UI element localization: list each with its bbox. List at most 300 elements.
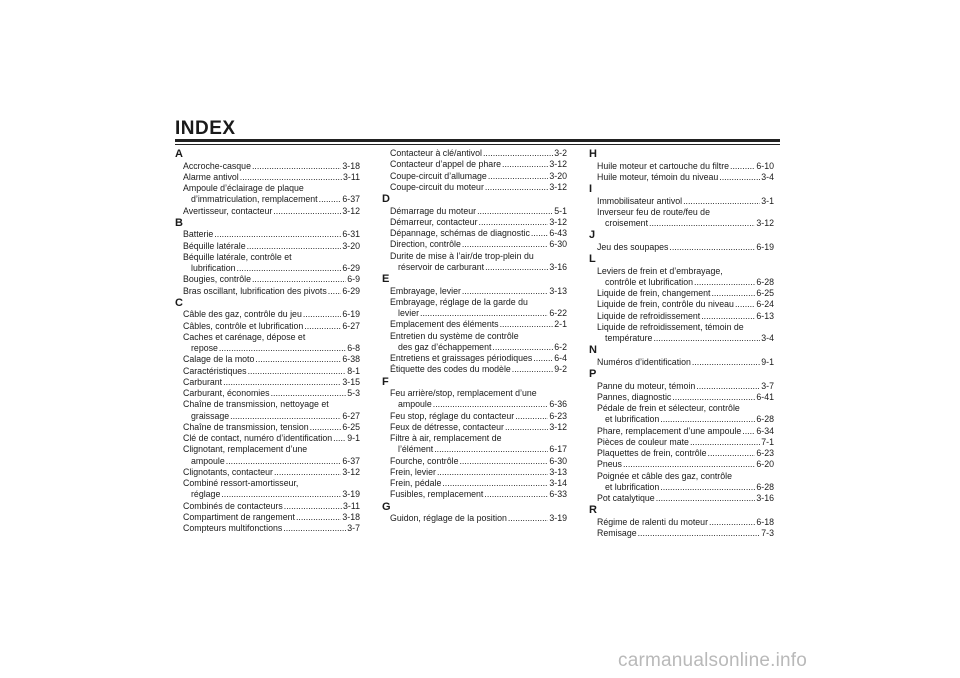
index-page-number: 6-30: [549, 239, 567, 250]
index-page-number: 3-12: [342, 205, 360, 216]
index-page-number: 6-23: [756, 448, 774, 458]
index-entry: [589, 392, 774, 403]
dot-leader: [333, 433, 346, 444]
index-entry-text: Panne du moteur, témoin: [597, 380, 696, 391]
index-entry-text: Combinés de contacteurs: [183, 500, 283, 511]
dot-leader: [672, 392, 755, 403]
dot-leader: [310, 422, 342, 433]
index-page-number: 6-10: [756, 160, 774, 171]
dot-leader: [230, 411, 341, 422]
index-page-number: 6-19: [342, 309, 360, 320]
index-entry: [382, 148, 567, 159]
index-entry: [382, 182, 567, 193]
index-page-number: 6-22: [549, 308, 567, 318]
dot-leader: [296, 512, 341, 523]
index-entry: [175, 161, 360, 172]
index-entry: [382, 513, 567, 524]
index-entry-text: Huile moteur et cartouche du filtre: [597, 160, 730, 171]
dot-leader: [683, 196, 760, 207]
index-page-number: 3-13: [549, 285, 567, 296]
dot-leader: [508, 513, 549, 524]
index-page-number: 6-33: [549, 489, 567, 500]
index-entry-text: Feu stop, réglage du contacteur: [390, 410, 515, 421]
index-entry: [175, 501, 360, 512]
index-entry-text: Numéros d’identification: [597, 356, 691, 367]
dot-leader: [462, 286, 548, 297]
index-entry: [175, 467, 360, 478]
dot-leader: [653, 333, 760, 344]
index-entry-text: Béquille latérale: [183, 240, 246, 251]
index-letter-heading: N: [589, 344, 597, 357]
index-entry-text: Alarme antivol: [183, 171, 239, 182]
index-entry-text: Carburant, économies: [183, 388, 270, 398]
index-page-number: 3-1: [761, 195, 774, 206]
dot-leader: [434, 444, 548, 455]
index-page-number: 3-4: [761, 333, 774, 343]
index-entry-text: graissage: [191, 410, 230, 421]
index-page-number: 6-9: [347, 274, 360, 285]
dot-leader: [708, 448, 756, 459]
index-entry: [589, 161, 774, 172]
index-letter-heading: A: [175, 148, 183, 160]
index-entry-line: Inverseur feu de route/feu de: [597, 206, 710, 217]
index-page-number: 7-3: [761, 528, 774, 538]
index-entry: [382, 411, 567, 422]
index-entry-text: Liquide de frein, changement: [597, 288, 711, 298]
index-entry: [175, 229, 360, 240]
index-entry: [589, 493, 774, 504]
index-page-number: 9-2: [554, 364, 567, 375]
dot-leader: [437, 467, 548, 478]
index-entry-text: température: [605, 333, 653, 343]
index-page-number: 6-18: [756, 516, 774, 527]
dot-leader: [284, 501, 342, 512]
dot-leader: [479, 217, 549, 228]
index-page-number: 8-1: [347, 365, 360, 376]
index-entry: [589, 459, 774, 470]
dot-leader: [459, 456, 548, 467]
index-entry: [175, 206, 360, 217]
index-entry-line: Liquide de refroidissement, témoin de: [597, 321, 744, 332]
index-entry-text: Chaîne de transmission, tension: [183, 421, 309, 432]
dot-leader: [660, 482, 755, 493]
index-entry-text: Étiquette des codes du modèle: [390, 364, 511, 375]
dot-leader: [462, 239, 548, 250]
index-entry: [382, 456, 567, 467]
index-entry-text: Démarreur, contacteur: [390, 216, 478, 227]
index-entry-text: Liquide de refroidissement: [597, 310, 701, 321]
index-entry-text: ampoule: [398, 399, 432, 410]
index-page-number: 3-7: [761, 380, 774, 391]
index-entry: [382, 308, 567, 319]
index-page-number: 6-19: [756, 241, 774, 252]
index-entry-text: Pannes, diagnostic: [597, 391, 672, 402]
index-entry-text: Frein, levier: [390, 466, 436, 477]
index-entry-text: Batterie: [183, 229, 214, 240]
index-letter-heading: B: [175, 216, 183, 229]
index-entry-text: Feux de détresse, contacteur: [390, 421, 504, 432]
dot-leader: [255, 354, 341, 365]
index-entry: [175, 309, 360, 320]
index-entry-text: Câble des gaz, contrôle du jeu: [183, 309, 302, 320]
index-entry-text: Liquide de frein, contrôle du niveau: [597, 299, 734, 310]
dot-leader: [500, 319, 554, 330]
index-page-number: 6-28: [756, 414, 774, 425]
index-entry: [589, 437, 774, 448]
dot-leader: [492, 342, 553, 353]
index-page-number: 6-24: [756, 299, 774, 310]
index-page-number: 3-15: [342, 376, 360, 387]
index-page-number: 3-18: [342, 511, 360, 522]
dot-leader: [623, 459, 755, 470]
index-page-number: 6-37: [342, 194, 360, 205]
index-entry: [382, 399, 567, 410]
index-entry-text: Pot catalytique: [597, 493, 655, 503]
index-entry: [382, 342, 567, 353]
index-page-number: 3-20: [342, 240, 360, 251]
dot-leader: [692, 357, 760, 368]
index-entry-text: Avertisseur, contacteur: [183, 205, 273, 216]
index-page-number: 6-4: [554, 353, 567, 363]
index-page-number: 6-29: [342, 263, 360, 273]
index-page-number: 3-12: [549, 181, 567, 192]
index-entry: [175, 241, 360, 252]
index-entry-text: Compteurs multifonctions: [183, 523, 283, 533]
index-entry-line: Caches et carénage, dépose et: [183, 331, 306, 342]
index-page-number: 6-25: [342, 421, 360, 432]
index-page-number: 3-12: [756, 218, 774, 228]
index-entry: [175, 523, 360, 534]
dot-leader: [442, 478, 548, 489]
index-page-number: 2-1: [554, 319, 567, 330]
index-entry-text: Calage de la moto: [183, 354, 255, 365]
dot-leader: [240, 172, 342, 183]
index-entry-text: levier: [398, 308, 420, 318]
index-entry: [382, 422, 567, 433]
index-entry-text: réglage: [191, 489, 221, 500]
index-column-3: [589, 148, 774, 539]
index-entry: [175, 343, 360, 354]
index-entry-text: Fourche, contrôle: [390, 455, 459, 466]
index-entry: [589, 357, 774, 368]
dot-leader: [237, 263, 342, 274]
dot-leader: [730, 161, 755, 172]
index-entry-text: Plaquettes de frein, contrôle: [597, 448, 707, 458]
index-column-1: [175, 148, 360, 534]
index-page-number: 3-12: [549, 216, 567, 227]
index-entry-line: Béquille latérale, contrôle et: [183, 251, 292, 262]
index-page-number: 3-16: [549, 261, 567, 272]
dot-leader: [669, 242, 755, 253]
index-entry: [175, 512, 360, 523]
index-page-number: 6-27: [342, 320, 360, 331]
index-page-number: 3-20: [549, 170, 567, 181]
dot-leader: [649, 218, 755, 229]
dot-leader: [485, 182, 549, 193]
index-letter-heading: H: [589, 148, 597, 160]
index-page-number: 3-12: [342, 466, 360, 477]
index-entry: [382, 478, 567, 489]
title-rule-thin: [175, 144, 780, 145]
index-entry-text: Huile moteur, témoin du niveau: [597, 171, 719, 182]
index-entry: [589, 196, 774, 207]
index-entry: [382, 444, 567, 455]
index-entry: [382, 467, 567, 478]
index-entry-text: Entretiens et graissages périodiques: [390, 353, 533, 363]
dot-leader: [502, 159, 548, 170]
index-entry-text: Fusibles, remplacement: [390, 489, 484, 500]
index-page-number: 6-13: [756, 310, 774, 321]
index-entry: [175, 354, 360, 365]
index-entry: [382, 319, 567, 330]
dot-leader: [219, 343, 346, 354]
index-letter-heading: P: [589, 368, 597, 380]
index-page-number: 3-12: [549, 159, 567, 170]
index-entry-line: Entretien du système de contrôle: [390, 330, 519, 341]
index-page-number: 6-38: [342, 354, 360, 365]
index-page-number: 7-1: [761, 436, 774, 447]
index-entry-text: Clé de contact, numéro d’identification: [183, 433, 333, 443]
index-entry: [175, 433, 360, 444]
index-column-2: [382, 148, 567, 524]
index-entry-text: Contacteur d’appel de phare: [390, 159, 502, 170]
index-letter-heading: D: [382, 193, 390, 205]
index-page-number: 6-29: [342, 285, 360, 296]
index-entry-text: l’élément: [398, 444, 434, 455]
index-page-number: 3-19: [342, 489, 360, 500]
index-entry: [175, 172, 360, 183]
index-page-number: 6-23: [549, 410, 567, 421]
index-page-number: 9-1: [761, 356, 774, 367]
index-page-number: 6-41: [756, 391, 774, 402]
index-entry: [589, 381, 774, 392]
index-entry-text: Direction, contrôle: [390, 239, 461, 250]
index-entry: [589, 299, 774, 310]
index-page-number: 5-3: [347, 388, 360, 398]
index-entry: [175, 422, 360, 433]
index-page-number: 3-18: [342, 160, 360, 171]
index-letter-heading: F: [382, 375, 389, 388]
index-entry-text: Régime de ralenti du moteur: [597, 516, 708, 527]
index-letter-heading: C: [175, 296, 183, 309]
index-page-number: 6-8: [347, 343, 360, 353]
index-entry-line: Feu arrière/stop, remplacement d’une: [390, 388, 537, 398]
dot-leader: [271, 388, 347, 399]
index-page-number: 6-20: [756, 459, 774, 470]
index-entry: [382, 262, 567, 273]
dot-leader: [735, 299, 755, 310]
index-entry-text: Jeu des soupapes: [597, 241, 669, 252]
dot-leader: [328, 286, 342, 297]
index-entry-text: Clignotants, contacteur: [183, 466, 273, 477]
index-entry: [175, 456, 360, 467]
dot-leader: [701, 311, 755, 322]
index-entry-text: Coupe-circuit du moteur: [390, 181, 484, 192]
index-entry-text: Câbles, contrôle et lubrification: [183, 320, 304, 331]
index-entry-line: Chaîne de transmission, nettoyage et: [183, 399, 329, 410]
index-entry-text: Frein, pédale: [390, 478, 442, 488]
index-page-number: 3-7: [347, 523, 360, 533]
dot-leader: [660, 414, 755, 425]
index-entry-text: Carburant: [183, 376, 223, 387]
index-entry-line: Ampoule d’éclairage de plaque: [183, 183, 304, 193]
index-entry-text: ampoule: [191, 455, 225, 466]
index-entry: [382, 217, 567, 228]
index-entry-text: des gaz d’échappement: [398, 341, 492, 352]
index-entry-line: Pédale de frein et sélecteur, contrôle: [597, 403, 740, 413]
index-page-number: 3-11: [343, 171, 360, 182]
dot-leader: [531, 228, 549, 239]
index-entry-text: Bougies, contrôle: [183, 274, 251, 285]
index-entry: [382, 364, 567, 375]
index-entry-text: Coupe-circuit d’allumage: [390, 170, 487, 181]
dot-leader: [638, 528, 761, 539]
index-entry-text: et lubrification: [605, 481, 660, 492]
page-title: INDEX: [175, 118, 236, 139]
index-page-number: 3-12: [549, 421, 567, 432]
index-entry: [175, 286, 360, 297]
index-entry: [589, 277, 774, 288]
index-entry: [589, 482, 774, 493]
index-page-number: 3-11: [343, 500, 360, 511]
index-entry: [382, 228, 567, 239]
index-page-number: 3-13: [549, 466, 567, 477]
index-entry-text: lubrification: [191, 263, 236, 273]
dot-leader: [248, 366, 347, 377]
dot-leader: [485, 262, 548, 273]
index-page-number: 6-27: [342, 410, 360, 421]
index-entry: [589, 218, 774, 229]
index-entry: [175, 411, 360, 422]
index-entry-line: Leviers de frein et d’embrayage,: [597, 265, 723, 276]
index-entry-text: Caractéristiques: [183, 365, 247, 376]
dot-leader: [223, 377, 341, 388]
dot-leader: [319, 194, 342, 205]
index-page-number: 3-19: [549, 513, 567, 523]
index-page-number: 6-37: [342, 455, 360, 466]
index-entry-text: Bras oscillant, lubrification des pivots: [183, 285, 327, 296]
index-letter-heading: E: [382, 273, 390, 285]
index-page-number: 6-31: [342, 229, 360, 240]
index-entry-text: Emplacement des éléments: [390, 319, 499, 330]
index-entry-line: Filtre à air, remplacement de: [390, 433, 502, 443]
dot-leader: [711, 288, 755, 299]
index-entry-text: Guidon, réglage de la position: [390, 513, 507, 523]
index-page-number: 6-25: [756, 288, 774, 298]
dot-leader: [656, 493, 756, 504]
index-entry: [175, 377, 360, 388]
index-entry: [382, 489, 567, 500]
index-entry: [175, 274, 360, 285]
dot-leader: [488, 171, 549, 182]
dot-leader: [512, 364, 553, 375]
index-entry: [175, 388, 360, 399]
index-entry: [589, 333, 774, 344]
dot-leader: [483, 148, 553, 159]
index-letter-heading: L: [589, 253, 596, 265]
index-entry-text: d’immatriculation, remplacement: [191, 194, 318, 205]
dot-leader: [719, 172, 760, 183]
index-entry: [175, 263, 360, 274]
index-entry: [589, 311, 774, 322]
index-entry: [589, 528, 774, 539]
dot-leader: [533, 353, 553, 364]
index-entry: [382, 159, 567, 170]
dot-leader: [283, 523, 346, 534]
title-rule-thick: [175, 139, 780, 142]
index-page-number: 6-43: [549, 228, 567, 238]
index-entry: [589, 172, 774, 183]
index-entry-text: Immobilisateur antivol: [597, 195, 683, 206]
index-entry: [382, 353, 567, 364]
index-entry-text: Embrayage, levier: [390, 285, 461, 296]
dot-leader: [247, 241, 342, 252]
index-entry: [589, 414, 774, 425]
index-entry-text: Pneus: [597, 459, 622, 470]
index-entry: [175, 194, 360, 205]
index-page-number: 6-36: [549, 399, 567, 410]
index-page-number: 3-4: [761, 171, 774, 182]
dot-leader: [303, 309, 342, 320]
index-page-number: 6-34: [756, 425, 774, 436]
index-entry-text: Dépannage, schémas de diagnostic: [390, 228, 530, 238]
index-entry-line: Combiné ressort-amortisseur,: [183, 478, 299, 488]
index-entry-text: Accroche-casque: [183, 160, 251, 171]
index-page-number: 6-28: [756, 481, 774, 492]
index-entry-line: Durite de mise à l’air/de trop-plein du: [390, 250, 534, 261]
index-page-number: 9-1: [347, 433, 360, 443]
index-entry-line: Poignée et câble des gaz, contrôle: [597, 470, 732, 481]
dot-leader: [505, 422, 548, 433]
dot-leader: [477, 206, 553, 217]
dot-leader: [226, 456, 342, 467]
index-entry: [589, 242, 774, 253]
index-entry: [382, 239, 567, 250]
index-entry-text: Contacteur à clé/antivol: [390, 148, 482, 158]
dot-leader: [214, 229, 341, 240]
dot-leader: [252, 274, 346, 285]
index-entry-text: et lubrification: [605, 414, 660, 425]
dot-leader: [694, 277, 755, 288]
dot-leader: [433, 399, 549, 410]
index-page-number: 6-30: [549, 455, 567, 466]
index-page-number: 5-1: [554, 205, 567, 216]
dot-leader: [709, 517, 755, 528]
index-entry-text: repose: [191, 343, 218, 353]
dot-leader: [515, 411, 548, 422]
index-entry: [175, 321, 360, 332]
dot-leader: [484, 489, 548, 500]
index-entry: [175, 489, 360, 500]
dot-leader: [304, 321, 341, 332]
dot-leader: [273, 206, 341, 217]
index-letter-heading: G: [382, 500, 391, 513]
index-letter-heading: I: [589, 183, 593, 195]
dot-leader: [420, 308, 548, 319]
dot-leader: [690, 437, 760, 448]
dot-leader: [221, 489, 341, 500]
index-entry-text: Phare, remplacement d’une ampoule: [597, 425, 742, 436]
index-entry-text: croisement: [605, 218, 649, 228]
watermark-text: carmanualsonline.info: [618, 650, 808, 671]
index-entry: [589, 448, 774, 459]
dot-leader: [696, 381, 760, 392]
index-letter-heading: J: [589, 229, 596, 242]
index-entry: [382, 286, 567, 297]
index-entry-text: réservoir de carburant: [398, 261, 485, 272]
index-entry: [589, 288, 774, 299]
index-page-number: 6-17: [549, 444, 567, 455]
